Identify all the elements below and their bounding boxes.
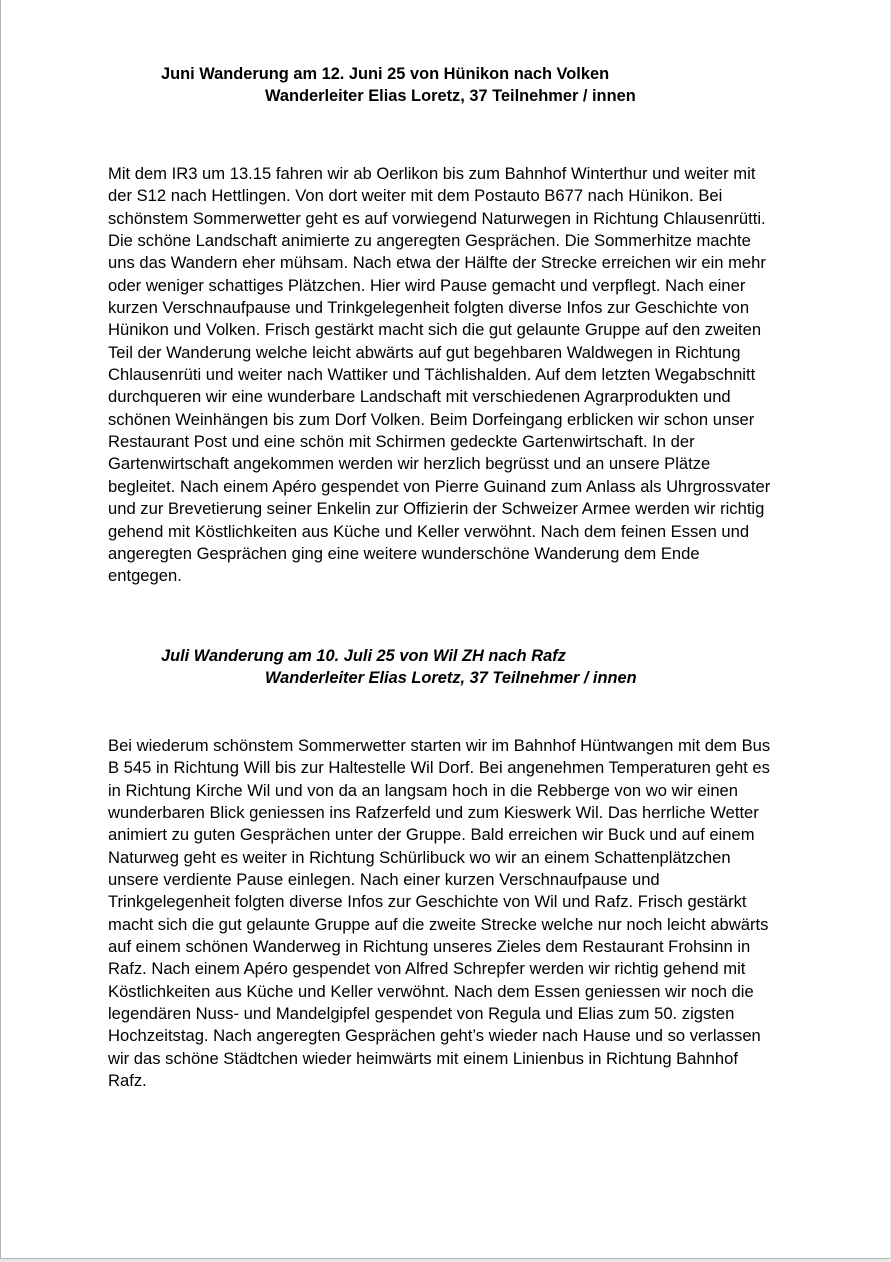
text-line: in Richtung Kirche Wil und von da an langsam hoch in die Rebberge von wo wir einen [108,780,739,800]
text-line: macht sich die gut gelaunte Gruppe auf die zweite Strecke welche nur noch leicht abwärts [108,914,769,934]
text-line: Köstlichkeiten aus Küche und Keller verwöhnt. Nach dem Essen geniessen wir noch die [108,981,754,1001]
text-line: Gartenwirtschaft angekommen werden wir herzlich begrüsst und an unsere Plätze [108,454,711,474]
text-line: Mit dem IR3 um 13.15 fahren wir ab Oerlikon bis zum Bahnhof Winterthur und weiter mit [108,164,756,183]
text-line: legendären Nuss- und Mandelgipfel gespendet von Regula und Elias zum 50. zigsten [108,1004,735,1024]
text-line: Chlausenrüti und weiter nach Wattiker und Tächlishalden. Auf dem letzten Wegabschnitt [108,365,756,385]
text-line: der S12 nach Hettlingen. Von dort weiter mit dem Postauto B677 nach Hünikon. Bei [108,186,723,206]
text-line: Hochzeitstag. Nach angeregten Gesprächen geht’s wieder nach Hause und so verlassen [108,1026,761,1046]
text-line: wunderbaren Blick geniessen ins Rafzerfeld und zum Kieswerk Wil. Das herrliche Wetter [108,803,759,823]
section-body-juli [108,735,838,1093]
text-line: B 545 in Richtung Will bis zur Haltestelle Wil Dorf. Bei angenehmen Temperaturen geht es [108,758,770,778]
text-line: Restaurant Post und eine schön mit Schirmen gedeckte Gartenwirtschaft. In der [108,432,695,452]
section-subtitle-juli: Wanderleiter Elias Loretz, 37 Teilnehmer / innen [265,669,637,687]
section-body-juni [108,163,838,588]
text-line: begleitet. Nach einem Apéro gespendet von Pierre Guinand zum Anlass als Uhrgrossvater [108,476,771,496]
text-line: oder weniger schattiges Plätzchen. Hier wird Pause gemacht und verpflegt. Nach einer [108,275,746,295]
text-line: animiert zu guten Gesprächen unter der Gruppe. Bald erreichen wir Buck und auf einem [108,825,755,845]
text-line: Rafz. [108,1071,147,1091]
text-line: uns das Wandern eher mühsam. Nach etwa der Hälfte der Strecke erreichen wir ein mehr [108,253,766,273]
section-subtitle-juni: Wanderleiter Elias Loretz, 37 Teilnehmer / innen [265,87,636,105]
text-line: Naturweg geht es weiter in Richtung Schürlibuck wo wir an einem Schattenplätzchen [108,847,731,867]
text-line: schönen Weinhängen bis zum Dorf Volken. Beim Dorfeingang erblicken wir schon unser [108,409,755,429]
text-line: entgegen. [108,566,182,586]
text-line: angeregten Gesprächen ging eine weitere wunderschöne Wanderung dem Ende [108,543,700,563]
section-title-juli: Juli Wanderung am 10. Juli 25 von Wil ZH nach Rafz [161,647,566,665]
text-line: Trinkgelegenheit folgten diverse Infos zur Geschichte von Wil und Rafz. Frisch gestärkt [108,892,747,912]
text-line: gehend mit Köstlichkeiten aus Küche und Keller verwöhnt. Nach dem feinen Essen und [108,521,750,541]
text-line: schönstem Sommerwetter geht es auf vorwiegend Naturwegen in Richtung Chlausenrütti. [108,208,766,228]
text-line: und zur Brevetierung seiner Enkelin zur Offizierin der Schweizer Armee werden wir richtig [108,499,765,519]
text-line: Hünikon und Volken. Frisch gestärkt macht sich die gut gelaunte Gruppe auf den zweiten [108,320,762,340]
text-line: kurzen Verschnaufpause und Trinkgelegenheit folgten diverse Infos zur Geschichte von [108,298,750,318]
text-line: auf einem schönen Wanderweg in Richtung unseres Zieles dem Restaurant Frohsinn in [108,937,751,957]
text-line: Bei wiederum schönstem Sommerwetter starten wir im Bahnhof Hüntwangen mit dem Bus [108,736,771,755]
text-line: wir das schöne Städtchen wieder heimwärts mit einem Linienbus in Richtung Bahnhof [108,1048,738,1068]
section-title-juni: Juni Wanderung am 12. Juni 25 von Hünikon nach Volken [161,65,610,83]
text-line: Die schöne Landschaft animierte zu angeregten Gesprächen. Die Sommerhitze machte [108,231,751,251]
text-line: durchqueren wir eine wunderbare Landschaft mit verschiedenen Agrarprodukten und [108,387,731,407]
text-line: Rafz. Nach einem Apéro gespendet von Alfred Schrepfer werden wir richtig gehend mit [108,959,746,979]
text-line: Teil der Wanderung welche leicht abwärts auf gut begehbaren Waldwegen in Richtung [108,342,741,362]
text-line: unsere verdiente Pause einlegen. Nach einer kurzen Verschnaufpause und [108,870,660,890]
